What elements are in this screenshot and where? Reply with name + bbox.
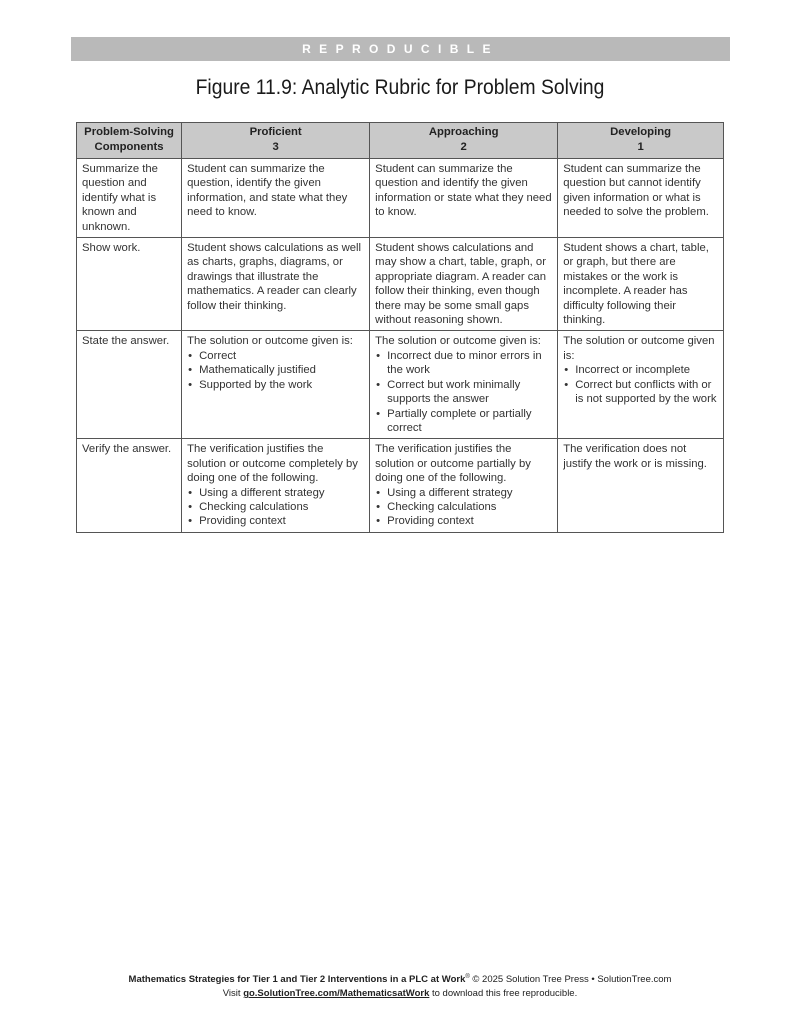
list-item: • Checking calculations	[187, 500, 364, 514]
header-proficient: Proficient 3	[182, 123, 370, 159]
header-approaching: Approaching 2	[370, 123, 558, 159]
list-item: • Correct but conflicts with or is not supported by the work	[563, 378, 718, 407]
list-item: • Correct but work minimally supports the answer	[375, 378, 552, 407]
rubric-table	[76, 122, 724, 533]
cell-component: Verify the answer.	[77, 439, 182, 532]
cell-component: State the answer.	[77, 331, 182, 439]
figure-title: Figure 11.9: Analytic Rubric for Problem Solving	[195, 76, 605, 99]
cell-component: Summarize the question and identify what is known and unknown.	[77, 159, 182, 238]
cell-developing	[558, 331, 724, 439]
list-item: • Using a different strategy	[187, 486, 364, 500]
table-row	[77, 159, 724, 238]
cell-component: Show work.	[77, 238, 182, 331]
cell-developing: The verification does not justify the work or is missing.	[558, 439, 724, 532]
list-item: • Supported by the work	[187, 378, 364, 392]
list-item: • Using a different strategy	[375, 486, 552, 500]
cell-intro: The solution or outcome given is:	[563, 335, 715, 362]
cell-proficient	[182, 439, 370, 532]
table-row	[77, 439, 724, 532]
reproducible-banner: REPRODUCIBLE	[71, 37, 730, 61]
cell-intro: The solution or outcome given is:	[187, 335, 353, 348]
footer-citation	[0, 970, 800, 987]
footer	[0, 970, 800, 1001]
cell-intro: The verification justifies the solution or outcome partially by doing one of the following.	[375, 443, 531, 485]
table-row	[77, 331, 724, 439]
book-title: Mathematics Strategies for Tier 1 and Tier 2 Interventions in a PLC at Work	[128, 974, 466, 986]
download-link[interactable]: go.SolutionTree.com/MathematicsatWork	[243, 988, 430, 1000]
header-developing: Developing 1	[558, 123, 724, 159]
bullet-list	[375, 349, 552, 435]
cell-approaching: Student can summarize the question and identify the given information or state what they need to know.	[370, 159, 558, 238]
cell-approaching: Student shows calculations and may show a chart, table, graph, or appropriate diagram. A reader can follow their thinking, even though there may be some small gaps without reasoning shown.	[370, 238, 558, 331]
header-row	[77, 123, 724, 159]
cell-developing: Student shows a chart, table, or graph, but there are mistakes or the work is incomplete. A reader has difficulty following their thinking.	[558, 238, 724, 331]
header-components: Problem-Solving Components	[77, 123, 182, 159]
cell-approaching	[370, 439, 558, 532]
bullet-list	[187, 349, 364, 392]
list-item: • Checking calculations	[375, 500, 552, 514]
cell-intro: The solution or outcome given is:	[375, 335, 541, 348]
list-item: • Incorrect or incomplete	[563, 363, 718, 377]
cell-proficient	[182, 331, 370, 439]
list-item: • Correct	[187, 349, 364, 363]
table-row	[77, 238, 724, 331]
cell-intro: The verification justifies the solution or outcome completely by doing one of the following.	[187, 443, 358, 485]
list-item: • Providing context	[375, 514, 552, 528]
copyright-text: © 2025 Solution Tree Press • SolutionTree.com	[469, 974, 672, 986]
registered-mark: ®	[465, 974, 470, 980]
list-item: • Incorrect due to minor errors in the work	[375, 349, 552, 378]
cell-developing: Student can summarize the question but cannot identify given information or what is needed to solve the problem.	[558, 159, 724, 238]
list-item: • Mathematically justified	[187, 363, 364, 377]
cell-proficient: Student can summarize the question, identify the given information, and state what they need to know.	[182, 159, 370, 238]
cell-proficient: Student shows calculations as well as charts, graphs, diagrams, or drawings that illustrate the mathematics. A reader can clearly follow their thinking.	[182, 238, 370, 331]
bullet-list	[187, 486, 364, 529]
bullet-list	[375, 486, 552, 529]
footer-download: Visit go.SolutionTree.com/MathematicsatWork to download this free reproducible.	[222, 988, 578, 1000]
cell-approaching	[370, 331, 558, 439]
list-item: • Providing context	[187, 514, 364, 528]
list-item: • Partially complete or partially correct	[375, 407, 552, 436]
bullet-list	[563, 363, 718, 406]
